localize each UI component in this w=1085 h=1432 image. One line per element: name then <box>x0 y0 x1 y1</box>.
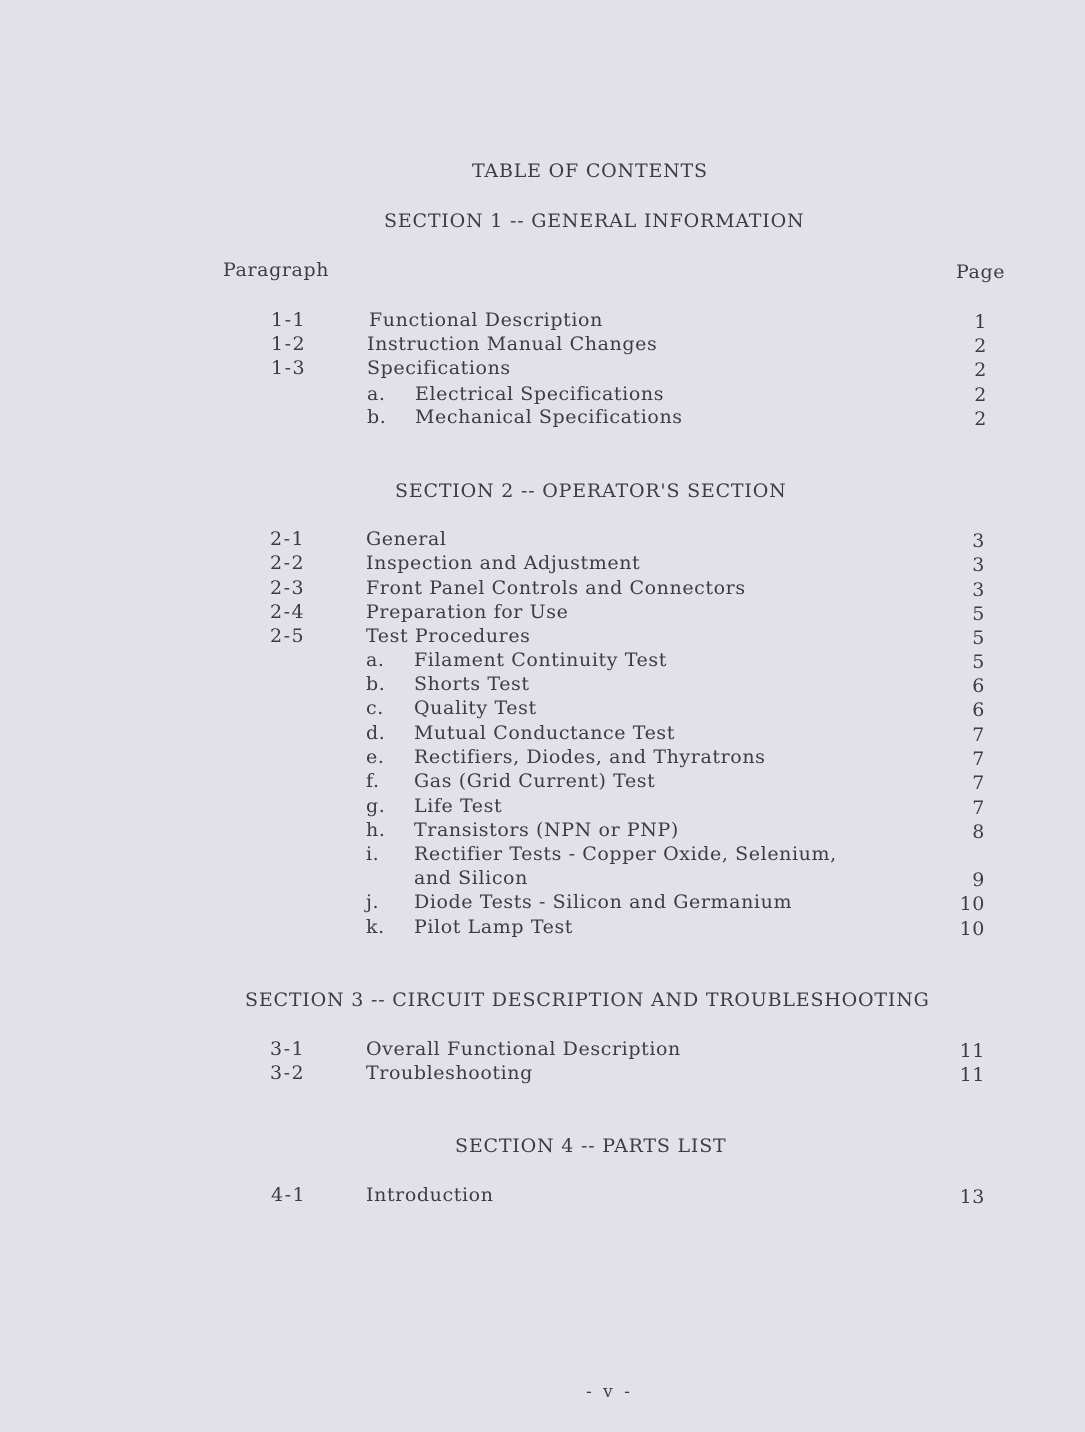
entry-letter: h. <box>366 819 386 841</box>
section-4-heading: SECTION 4 -- PARTS LIST <box>455 1135 727 1157</box>
entry-page: 8 <box>972 821 985 843</box>
entry-para: 2-2 <box>270 552 306 574</box>
entry-page: 5 <box>972 603 985 625</box>
entry-page: 3 <box>972 530 985 552</box>
entry-page: 10 <box>959 918 985 940</box>
entry-letter: j. <box>366 891 380 913</box>
entry-title: Diode Tests - Silicon and Germanium <box>414 891 793 913</box>
entry-page: 6 <box>972 699 985 721</box>
entry-title: Shorts Test <box>414 673 530 695</box>
entry-page: 11 <box>959 1040 985 1062</box>
entry-page: 7 <box>972 748 985 770</box>
entry-title: Introduction <box>366 1184 494 1206</box>
entry-page: 11 <box>959 1064 985 1086</box>
entry-title: Pilot Lamp Test <box>414 916 574 938</box>
entry-para: 3-1 <box>270 1038 306 1060</box>
entry-para: 2-1 <box>270 528 306 550</box>
entry-title: Rectifier Tests - Copper Oxide, Selenium, <box>414 843 837 865</box>
entry-title: Gas (Grid Current) Test <box>414 770 656 792</box>
entry-letter: g. <box>366 795 386 817</box>
entry-title: Inspection and Adjustment <box>366 552 641 574</box>
entry-page: 6 <box>972 675 985 697</box>
entry-letter: k. <box>366 916 385 938</box>
entry-page: 2 <box>974 359 987 381</box>
entry-letter: d. <box>366 722 386 744</box>
entry-title: Preparation for Use <box>366 601 569 623</box>
entry-para: 1-2 <box>271 333 307 355</box>
entry-title: Functional Description <box>369 309 603 331</box>
page-column-header: Page <box>956 261 1006 283</box>
entry-para: 3-2 <box>270 1062 306 1084</box>
entry-title: Front Panel Controls and Connectors <box>366 577 746 599</box>
entry-page: 7 <box>972 772 985 794</box>
entry-letter: f. <box>366 770 380 792</box>
section-3-heading: SECTION 3 -- CIRCUIT DESCRIPTION AND TROUBLESHOOTING <box>245 989 930 1011</box>
entry-title: Life Test <box>414 795 503 817</box>
entry-title-continued: and Silicon <box>414 867 528 889</box>
entry-title: Transistors (NPN or PNP) <box>414 819 679 841</box>
entry-page: 5 <box>972 627 985 649</box>
entry-letter: a. <box>367 383 386 405</box>
entry-title: Test Procedures <box>366 625 531 647</box>
entry-title: Filament Continuity Test <box>414 649 667 671</box>
entry-title: Specifications <box>367 357 511 379</box>
entry-title: Quality Test <box>414 697 537 719</box>
entry-para: 2-3 <box>270 577 306 599</box>
entry-page: 2 <box>974 384 987 406</box>
entry-page: 7 <box>972 724 985 746</box>
entry-page: 3 <box>972 579 985 601</box>
entry-letter: b. <box>366 673 386 695</box>
entry-page: 13 <box>959 1186 985 1208</box>
entry-page: 5 <box>972 651 985 673</box>
entry-page: 2 <box>974 408 987 430</box>
toc-title: TABLE OF CONTENTS <box>472 160 708 182</box>
entry-page: 7 <box>972 797 985 819</box>
entry-title: Overall Functional Description <box>366 1038 681 1060</box>
entry-page: 9 <box>972 869 985 891</box>
entry-title: Electrical Specifications <box>415 383 665 405</box>
entry-para: 1-1 <box>271 309 307 331</box>
entry-page: 2 <box>974 335 987 357</box>
entry-title: Rectifiers, Diodes, and Thyratrons <box>414 746 766 768</box>
entry-title: Troubleshooting <box>366 1062 533 1084</box>
entry-para: 2-4 <box>270 601 306 623</box>
paragraph-column-header: Paragraph <box>223 259 330 281</box>
entry-title: Mechanical Specifications <box>415 406 683 428</box>
entry-para: 4-1 <box>271 1184 307 1206</box>
entry-letter: e. <box>366 746 385 768</box>
entry-letter: a. <box>366 649 385 671</box>
entry-letter: b. <box>367 406 387 428</box>
section-2-heading: SECTION 2 -- OPERATOR'S SECTION <box>395 480 787 502</box>
entry-page: 1 <box>974 311 987 333</box>
entry-para: 2-5 <box>270 625 306 647</box>
entry-letter: i. <box>366 843 380 865</box>
entry-title: Instruction Manual Changes <box>367 333 658 355</box>
entry-para: 1-3 <box>271 357 307 379</box>
entry-page: 10 <box>959 893 985 915</box>
entry-title: Mutual Conductance Test <box>414 722 676 744</box>
entry-title: General <box>366 528 447 550</box>
section-1-heading: SECTION 1 -- GENERAL INFORMATION <box>384 210 805 232</box>
entry-page: 3 <box>972 554 985 576</box>
entry-letter: c. <box>366 697 384 719</box>
page-number: - v - <box>586 1382 633 1402</box>
